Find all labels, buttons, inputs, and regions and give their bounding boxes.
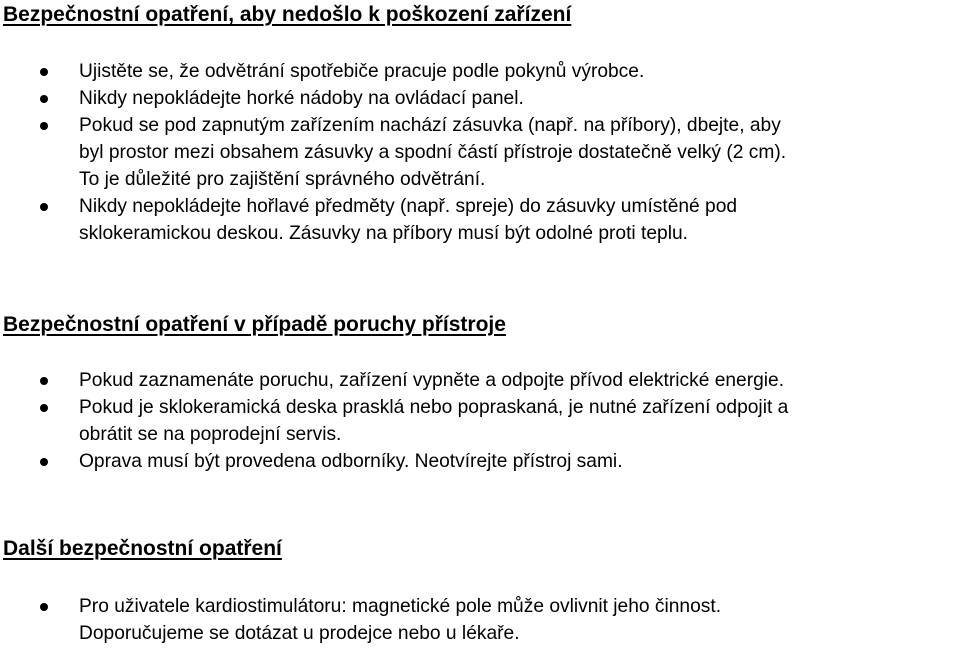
list-item bbox=[0, 58, 960, 85]
bullet-icon bbox=[40, 122, 48, 130]
section-heading-malfunction: Bezpečnostní opatření v případě poruchy přístroje bbox=[3, 313, 506, 336]
section-heading-device-damage: Bezpečnostní opatření, aby nedošlo k poškození zařízení bbox=[3, 3, 572, 26]
list-item-text: Ujistěte se, že odvětrání spotřebiče pracuje podle pokynů výrobce. bbox=[79, 61, 645, 82]
list-item-text: Pokud zaznamenáte poruchu, zařízení vypněte a odpojte přívod elektrické energie. bbox=[79, 370, 785, 391]
bullet-icon bbox=[40, 95, 48, 103]
bullet-icon bbox=[40, 68, 48, 76]
bullet-icon bbox=[40, 377, 48, 385]
list-item-text: Nikdy nepokládejte horké nádoby na ovládací panel. bbox=[79, 88, 524, 109]
list-item-text: Nikdy nepokládejte hořlavé předměty (např. spreje) do zásuvky umístěné pod sklokeramickou deskou. Zásuvky na příbory musí být odolné proti teplu. bbox=[79, 196, 738, 244]
list-device-damage bbox=[0, 58, 960, 247]
list-item bbox=[0, 394, 960, 448]
list-item bbox=[0, 85, 960, 112]
section-heading-other: Další bezpečnostní opatření bbox=[3, 537, 282, 560]
bullet-icon bbox=[40, 458, 48, 466]
list-item-text: Pokud je sklokeramická deska prasklá nebo popraskaná, je nutné zařízení odpojit a obrátit se na poprodejní servis. bbox=[79, 397, 789, 445]
list-malfunction bbox=[0, 367, 960, 475]
bullet-icon bbox=[40, 203, 48, 211]
list-item-text: Oprava musí být provedena odborníky. Neotvírejte přístroj sami. bbox=[79, 451, 623, 472]
list-item bbox=[0, 193, 960, 247]
list-item-text: Pokud se pod zapnutým zařízením nachází zásuvka (např. na příbory), dbejte, aby byl prostor mezi obsahem zásuvky a spodní částí přístroje dostatečně velký (2 cm). To je důležité pro zajištění správného odvětrání. bbox=[79, 115, 787, 190]
list-item-text: Pro uživatele kardiostimulátoru: magnetické pole může ovlivnit jeho činnost. Doporučujeme se dotázat u prodejce nebo u lékaře. bbox=[79, 596, 722, 644]
list-other bbox=[0, 593, 960, 647]
list-item bbox=[0, 367, 960, 394]
list-item bbox=[0, 448, 960, 475]
list-item bbox=[0, 593, 960, 647]
list-item bbox=[0, 112, 960, 193]
bullet-icon bbox=[40, 404, 48, 412]
bullet-icon bbox=[40, 603, 48, 611]
